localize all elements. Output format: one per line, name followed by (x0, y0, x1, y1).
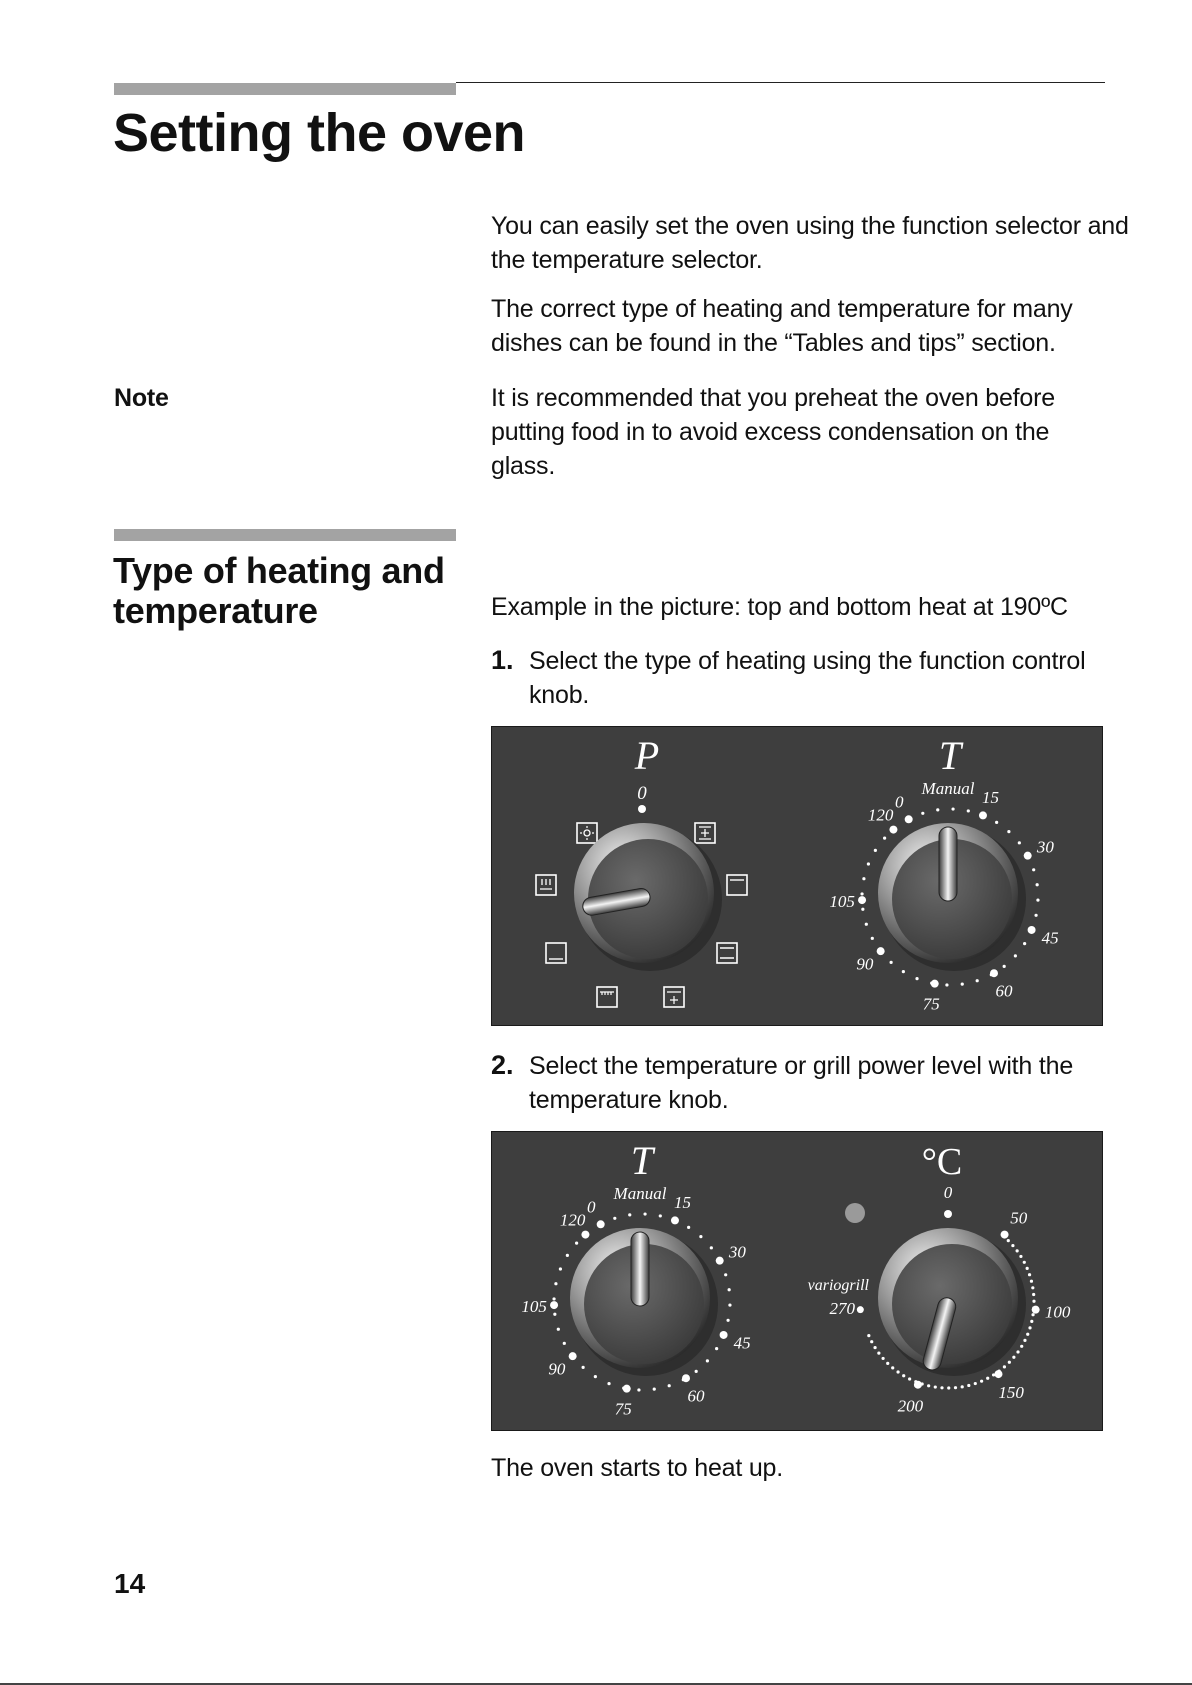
note-label: Note (114, 384, 169, 412)
temperature-label-50: 50 (1010, 1208, 1028, 1228)
timer-minor-tick (961, 983, 964, 986)
timer2-minor-tick (718, 1259, 721, 1262)
top-heat-icon (727, 875, 747, 895)
temperature-dot-50 (1001, 1231, 1009, 1239)
timer2-minor-tick (613, 1217, 616, 1220)
temperature-minor-tick (921, 1382, 924, 1385)
variogrill-dot (857, 1306, 864, 1313)
timer2-minor-tick (607, 1382, 610, 1385)
step-1-text: Select the type of heating using the function control knob. (529, 647, 1086, 709)
temperature-minor-tick (1028, 1326, 1031, 1329)
temperature-minor-tick (974, 1382, 977, 1385)
temperature-label-150: 150 (998, 1383, 1024, 1403)
temperature-minor-tick (934, 1385, 937, 1388)
temperature-minor-tick (967, 1384, 970, 1387)
timer-minor-tick (990, 973, 993, 976)
temperature-minor-tick (1032, 1300, 1035, 1303)
timer-minor-tick (1036, 883, 1039, 886)
timer2-minor-tick (557, 1328, 560, 1331)
timer-minor-tick (951, 807, 954, 810)
timer2-minor-tick (554, 1282, 557, 1285)
control-panel-function-drawing (492, 727, 1102, 1025)
timer2-dot-120 (581, 1231, 589, 1239)
timer-knob-2 (570, 1228, 718, 1376)
intro-paragraph-2: The correct type of heating and temperature for many dishes can be found in the “Tables and tips” section. (491, 295, 1073, 357)
timer-symbol: T (938, 733, 962, 778)
temperature-minor-tick (891, 1366, 894, 1369)
timer2-minor-tick (724, 1273, 727, 1276)
temperature-minor-tick (896, 1370, 899, 1373)
top-bottom-heat-icon (717, 943, 737, 963)
temperature-minor-tick (954, 1386, 957, 1389)
timer-minor-tick (883, 837, 886, 840)
temperature-minor-tick (1003, 1365, 1006, 1368)
timer-minor-tick (860, 892, 863, 895)
timer-minor-tick (981, 814, 984, 817)
timer-minor-tick (890, 961, 893, 964)
timer-minor-tick (871, 937, 874, 940)
variogrill-label: variogrill (807, 1277, 869, 1294)
timer2-minor-tick (728, 1288, 731, 1291)
temperature-minor-tick (1002, 1235, 1005, 1238)
timer-minor-tick (902, 970, 905, 973)
temperature-minor-tick (870, 1340, 873, 1343)
timer-minor-tick (930, 981, 933, 984)
timer2-label-45: 45 (733, 1333, 751, 1353)
light-icon (577, 823, 597, 843)
timer2-minor-tick (687, 1226, 690, 1229)
control-panel-temperature (491, 1131, 1103, 1431)
timer-label-120: 120 (867, 805, 894, 825)
timer2-label-15: 15 (673, 1192, 691, 1212)
timer2-label-105: 105 (521, 1296, 547, 1316)
timer-minor-tick (862, 877, 865, 880)
timer-knob (878, 823, 1026, 971)
timer-minor-tick (1032, 868, 1035, 871)
temperature-minor-tick (986, 1377, 989, 1380)
temperature-minor-tick (1032, 1293, 1035, 1296)
temperature-minor-tick (873, 1346, 876, 1349)
timer-minor-tick (1003, 965, 1006, 968)
timer2-minor-tick (575, 1242, 578, 1245)
timer2-minor-tick (695, 1370, 698, 1373)
temperature-minor-tick (886, 1362, 889, 1365)
temperature-minor-tick (1016, 1249, 1019, 1252)
timer2-minor-tick (706, 1359, 709, 1362)
timer2-minor-tick (552, 1297, 555, 1300)
timer2-minor-tick (559, 1267, 562, 1270)
timer2-minor-tick (726, 1319, 729, 1322)
timer-minor-tick (861, 908, 864, 911)
temperature-minor-tick (1030, 1280, 1033, 1283)
function-knob (574, 823, 722, 971)
temperature-minor-tick (1019, 1255, 1022, 1258)
temperature-minor-tick (908, 1377, 911, 1380)
temperature-minor-tick (1023, 1339, 1026, 1342)
intro-paragraph-1: You can easily set the oven using the function selector and the temperature selector. (491, 212, 1129, 274)
timer2-label-75: 75 (614, 1399, 632, 1419)
timer-mode-label: Manual (921, 779, 975, 798)
timer-minor-tick (1007, 830, 1010, 833)
temperature-minor-tick (998, 1370, 1001, 1373)
timer2-minor-tick (728, 1303, 731, 1306)
timer-minor-tick (907, 818, 910, 821)
temperature-minor-tick (1031, 1313, 1034, 1316)
note-text: It is recommended that you preheat the oven before putting food in to avoid excess condensation on the glass. (491, 384, 1055, 480)
temperature-label-100: 100 (1044, 1302, 1071, 1322)
section-title: Type of heating and temperature (113, 550, 445, 631)
timer-minor-tick (879, 950, 882, 953)
temperature-minor-tick (992, 1373, 995, 1376)
timer-label-15: 15 (981, 787, 999, 807)
fan-grill-icon (664, 987, 684, 1007)
timer2-label-90: 90 (548, 1359, 566, 1379)
temperature-minor-tick (1031, 1286, 1034, 1289)
hot-air-icon (695, 823, 715, 843)
section-bar (114, 529, 456, 541)
timer-symbol-2: T (630, 1138, 654, 1183)
control-panel-temperature-drawing (492, 1132, 1102, 1430)
step-1-number: 1. (491, 645, 514, 675)
step-2-text: Select the temperature or grill power level with the temperature knob. (529, 1052, 1074, 1114)
timer2-minor-tick (710, 1246, 713, 1249)
timer-label-60: 60 (995, 981, 1013, 1001)
timer2-minor-tick (599, 1223, 602, 1226)
timer-minor-tick (1036, 898, 1039, 901)
timer-label-105: 105 (829, 891, 855, 911)
temperature-minor-tick (1007, 1239, 1010, 1242)
timer2-dot-105 (550, 1301, 558, 1309)
timer-minor-tick (976, 979, 979, 982)
page-title: Setting the oven (113, 103, 526, 163)
temperature-minor-tick (1012, 1356, 1015, 1359)
timer2-minor-tick (571, 1355, 574, 1358)
temperature-minor-tick (1030, 1320, 1033, 1323)
timer-minor-tick (921, 812, 924, 815)
temperature-symbol: °C (921, 1141, 963, 1183)
timer-dot-105 (858, 896, 866, 904)
temperature-minor-tick (1020, 1345, 1023, 1348)
timer2-label-120: 120 (559, 1210, 586, 1230)
timer2-minor-tick (659, 1214, 662, 1217)
temperature-minor-tick (940, 1386, 943, 1389)
temperature-minor-tick (1011, 1244, 1014, 1247)
header-rule (456, 82, 1105, 83)
timer-minor-tick (874, 849, 877, 852)
timer-label-30: 30 (1036, 837, 1054, 857)
temperature-minor-tick (1023, 1261, 1026, 1264)
timer-minor-tick (1014, 954, 1017, 957)
timer-dot-120 (889, 826, 897, 834)
function-zero-dot (638, 805, 646, 813)
temperature-label-200: 200 (897, 1396, 924, 1416)
bottom-heat-icon (546, 943, 566, 963)
timer2-label-60: 60 (687, 1386, 705, 1406)
heating-indicator-lamp (845, 1203, 865, 1223)
timer2-minor-tick (628, 1213, 631, 1216)
timer2-minor-tick (699, 1235, 702, 1238)
timer2-minor-tick (582, 1366, 585, 1369)
timer-label-90: 90 (856, 954, 874, 974)
temperature-minor-tick (877, 1352, 880, 1355)
temperature-minor-tick (1016, 1350, 1019, 1353)
temperature-minor-tick (947, 1386, 950, 1389)
step-2-number: 2. (491, 1050, 514, 1080)
timer-minor-tick (1026, 854, 1029, 857)
timer2-minor-tick (673, 1219, 676, 1222)
timer2-minor-tick (682, 1378, 685, 1381)
timer2-minor-tick (594, 1375, 597, 1378)
timer-minor-tick (1018, 841, 1021, 844)
page-number: 14 (114, 1568, 146, 1599)
timer-label-75: 75 (922, 994, 940, 1014)
temperature-minor-tick (1026, 1267, 1029, 1270)
example-text: Example in the picture: top and bottom heat at 190ºC (491, 593, 1068, 621)
timer2-minor-tick (553, 1313, 556, 1316)
temperature-minor-tick (927, 1384, 930, 1387)
timer2-minor-tick (622, 1386, 625, 1389)
timer-mode-label-2: Manual (613, 1184, 667, 1203)
timer-minor-tick (865, 923, 868, 926)
temperature-minor-tick (914, 1380, 917, 1383)
temperature-label-0: 0 (943, 1183, 953, 1202)
timer-minor-tick (1034, 914, 1037, 917)
temperature-minor-tick (867, 1334, 870, 1337)
timer2-minor-tick (715, 1347, 718, 1350)
temperature-dot-0 (944, 1210, 952, 1218)
temperature-minor-tick (902, 1374, 905, 1377)
timer2-minor-tick (637, 1388, 640, 1391)
timer-label-45: 45 (1041, 928, 1059, 948)
timer-minor-tick (945, 983, 948, 986)
temperature-minor-tick (980, 1380, 983, 1383)
defrost-icon (536, 875, 556, 895)
timer-minor-tick (936, 808, 939, 811)
header-bar (114, 83, 456, 95)
temperature-minor-tick (1032, 1306, 1035, 1309)
timer2-minor-tick (653, 1388, 656, 1391)
timer-minor-tick (1023, 942, 1026, 945)
timer2-minor-tick (563, 1342, 566, 1345)
temperature-minor-tick (961, 1385, 964, 1388)
result-text: The oven starts to heat up. (491, 1454, 783, 1482)
variogrill-value: 270 (829, 1299, 855, 1318)
temperature-minor-tick (881, 1357, 884, 1360)
temperature-minor-tick (1028, 1273, 1031, 1276)
timer-label-0: 0 (895, 792, 904, 812)
temperature-minor-tick (1026, 1333, 1029, 1336)
grill-icon (597, 987, 617, 1007)
temperature-knob (878, 1228, 1026, 1376)
timer2-minor-tick (566, 1254, 569, 1257)
timer-minor-tick (867, 862, 870, 865)
timer2-minor-tick (668, 1384, 671, 1387)
control-panel-function (491, 726, 1103, 1026)
timer-minor-tick (995, 821, 998, 824)
timer-minor-tick (967, 809, 970, 812)
timer2-minor-tick (643, 1212, 646, 1215)
function-symbol: P (634, 733, 660, 778)
timer2-minor-tick (722, 1333, 725, 1336)
timer-minor-tick (1030, 928, 1033, 931)
timer2-label-30: 30 (728, 1242, 746, 1262)
function-zero-label: 0 (637, 783, 647, 804)
timer-minor-tick (915, 977, 918, 980)
temperature-minor-tick (1008, 1361, 1011, 1364)
timer2-label-0: 0 (587, 1197, 596, 1217)
